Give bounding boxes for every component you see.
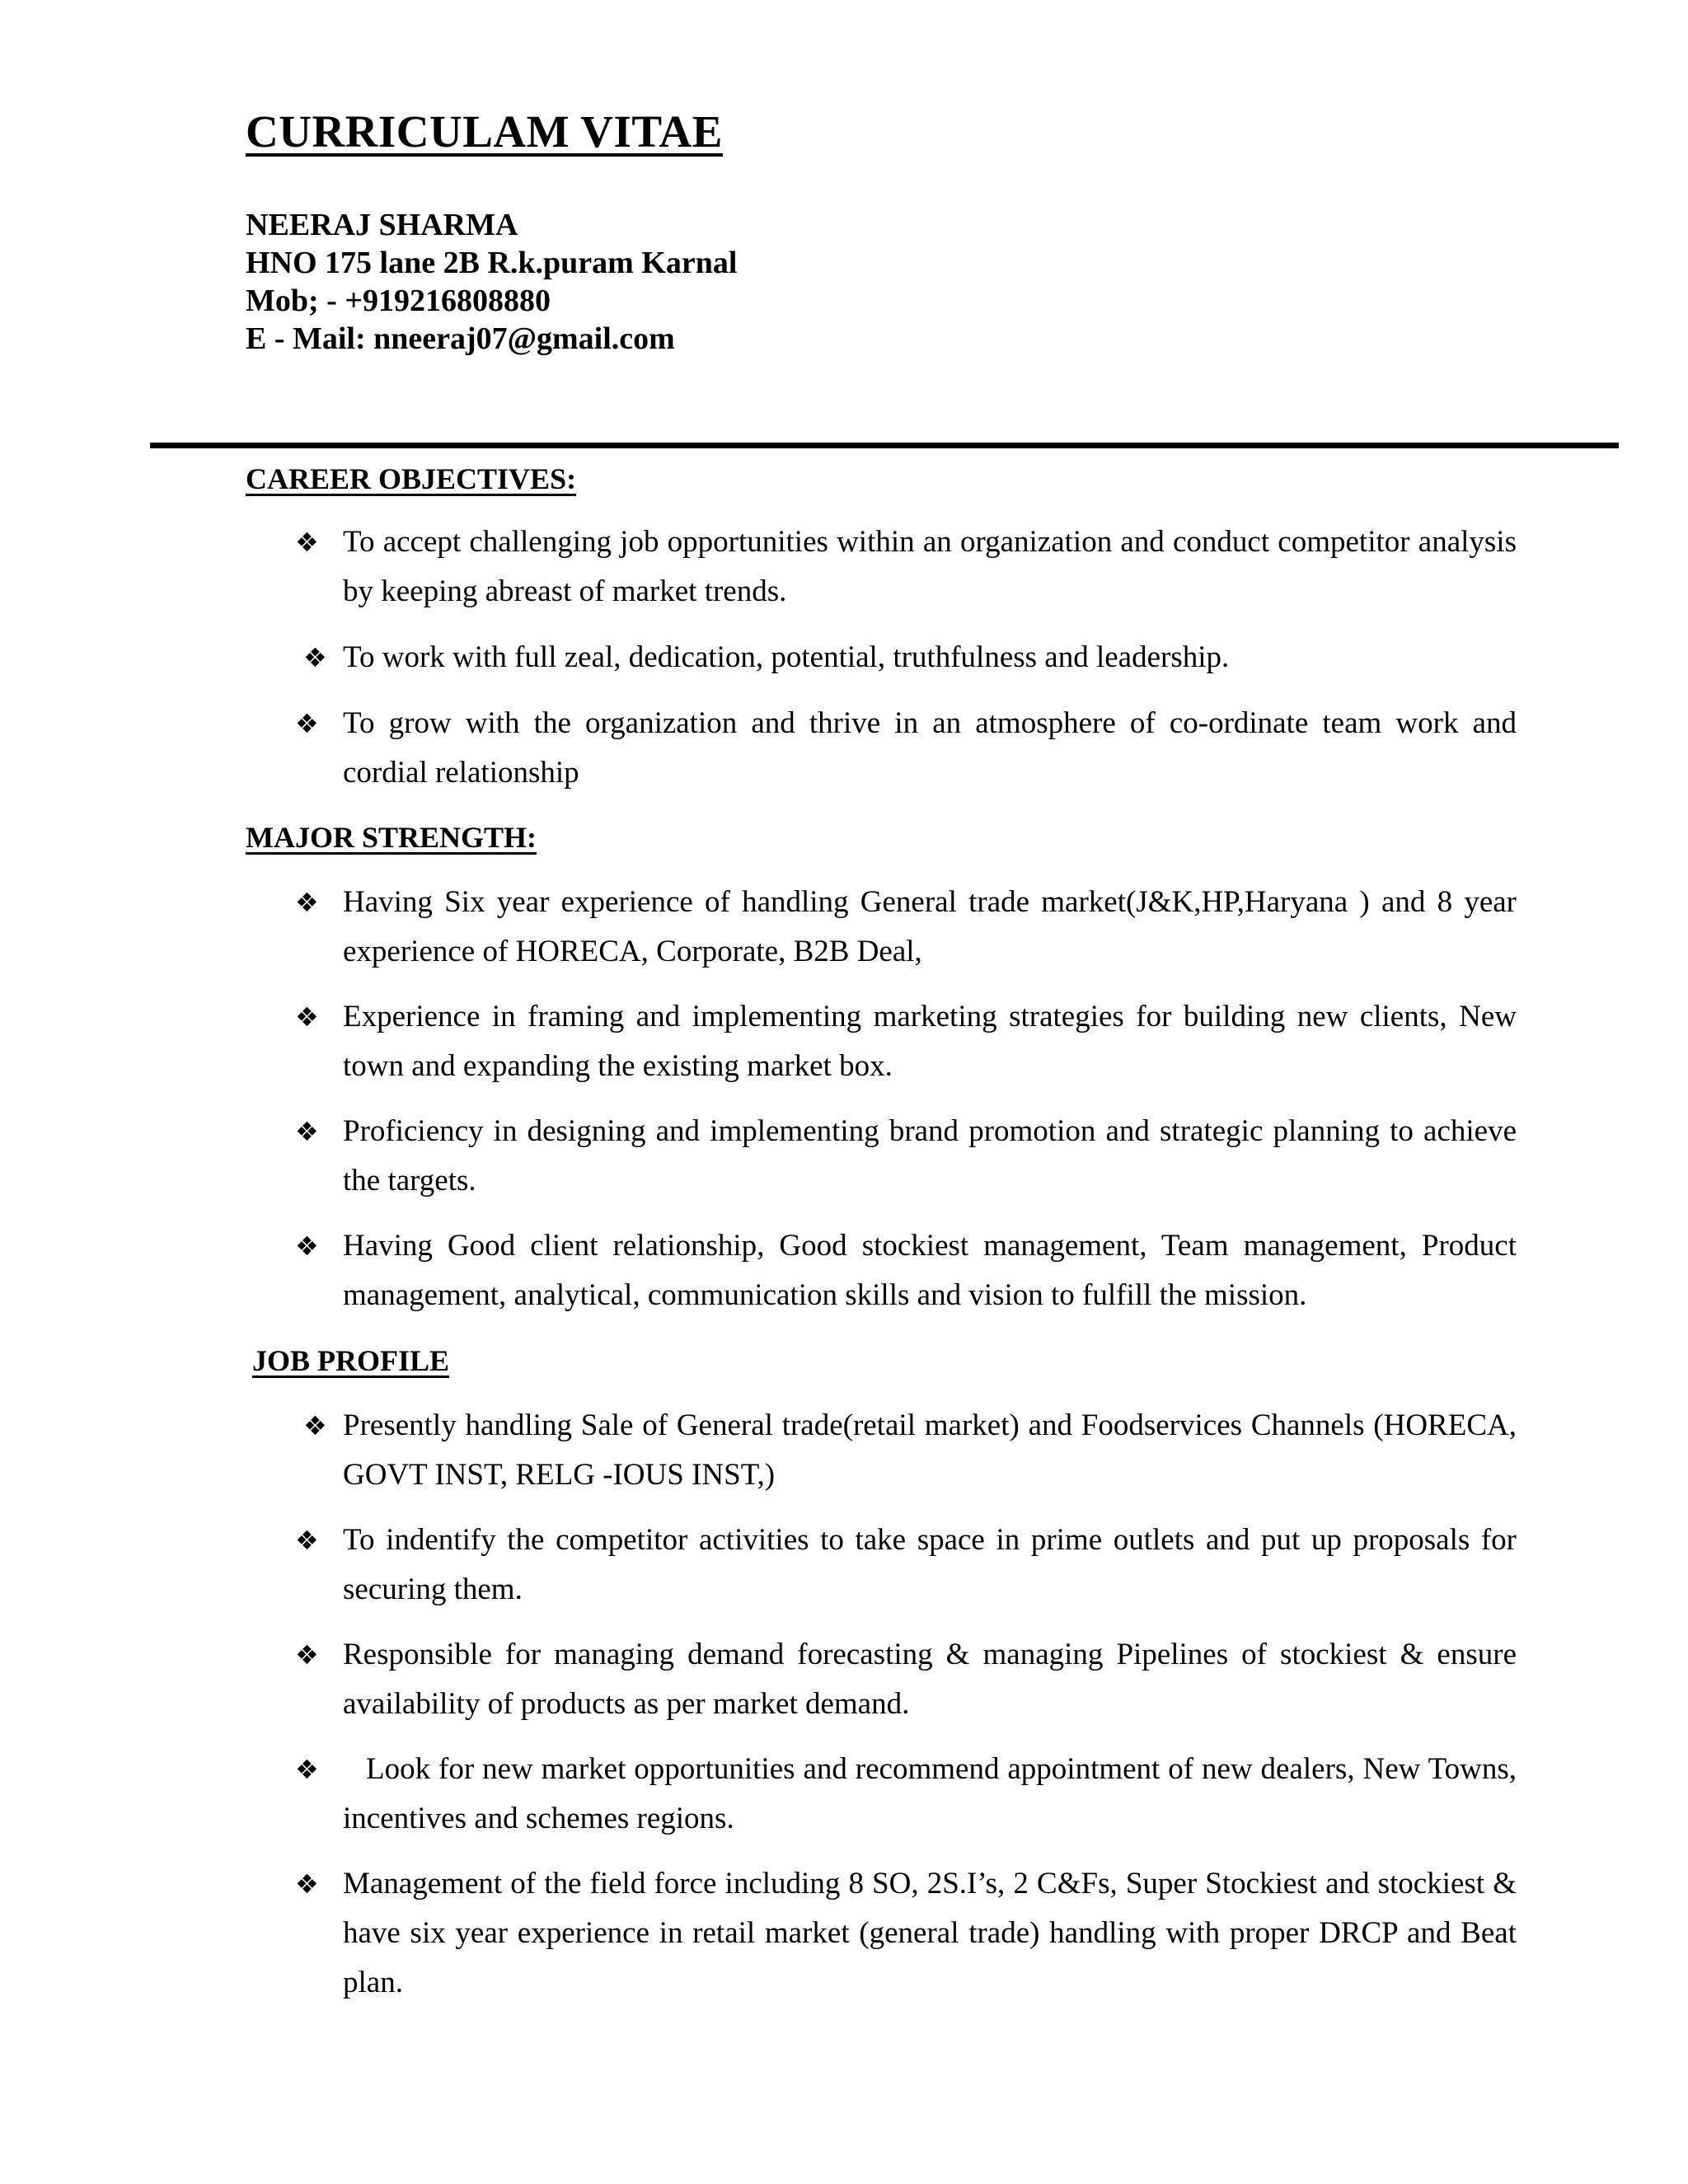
diamond-bullet-icon: ❖ [295, 1001, 319, 1033]
diamond-bullet-icon: ❖ [295, 1754, 319, 1785]
diamond-bullet-icon: ❖ [295, 887, 319, 918]
strength-text: Having Six year experience of handling General trade market(J&K,HP,Haryana ) and 8 year experience of HORECA, Corporate, B2B Deal, [343, 885, 1517, 968]
career-objective-text: To grow with the organization and thrive in an atmosphere of co-ordinate team work and cordial relationship [343, 706, 1517, 790]
career-objective-text: To accept challenging job opportunities within an organization and conduct competitor analysis by keeping abreast of market trends. [343, 525, 1517, 608]
strength-text: Experience in framing and implementing marketing strategies for building new clients, New town and expanding the existing market box. [343, 1000, 1517, 1083]
strength-text: Having Good client relationship, Good stockiest management, Team management, Product management, analytical, communication skills and vision to fulfill the mission. [343, 1229, 1517, 1312]
document-title: CURRICULAM VITAE [246, 106, 723, 157]
job-profile-item [295, 1745, 1517, 1844]
candidate-email: E - Mail: nneeraj07@gmail.com [246, 321, 675, 356]
job-profile-item [295, 1401, 1517, 1500]
candidate-name: NEERAJ SHARMA [246, 208, 518, 242]
horizontal-divider [150, 443, 1619, 448]
job-profile-item [295, 1516, 1517, 1615]
job-profile-text: To indentify the competitor activities to take space in prime outlets and put up proposals for securing them. [343, 1523, 1517, 1606]
job-profile-item [295, 1630, 1517, 1729]
diamond-bullet-icon: ❖ [295, 1116, 319, 1147]
contact-block [246, 206, 737, 358]
major-strength-heading: MAJOR STRENGTH: [246, 821, 537, 854]
job-profile-text: Look for new market opportunities and recommend appointment of new dealers, New Towns, incentives and schemes regions. [343, 1752, 1517, 1835]
diamond-bullet-icon: ❖ [295, 527, 319, 558]
career-objective-item [295, 633, 1517, 682]
strength-item [295, 1221, 1517, 1320]
strength-item [295, 1107, 1517, 1206]
career-objective-item [295, 518, 1517, 616]
career-objective-item [295, 699, 1517, 798]
candidate-address: HNO 175 lane 2B R.k.puram Karnal [246, 246, 738, 280]
job-profile-text: Management of the field force including 8 SO, 2S.I’s, 2 C&Fs, Super Stockiest and stockiest & have six year experience in retail market (general trade) handling with proper DRCP and Beat plan. [343, 1867, 1517, 1999]
diamond-bullet-icon: ❖ [295, 1868, 319, 1900]
candidate-mobile: Mob; - +919216808880 [246, 284, 551, 318]
diamond-bullet-icon: ❖ [295, 1230, 319, 1262]
diamond-bullet-icon: ❖ [295, 708, 319, 739]
diamond-bullet-icon: ❖ [303, 1410, 327, 1441]
diamond-bullet-icon: ❖ [303, 642, 327, 673]
job-profile-item [295, 1859, 1517, 2008]
strength-item [295, 878, 1517, 977]
diamond-bullet-icon: ❖ [295, 1525, 319, 1556]
diamond-bullet-icon: ❖ [295, 1639, 319, 1671]
job-profile-heading: JOB PROFILE [252, 1344, 450, 1377]
career-objective-text: To work with full zeal, dedication, potential, truthfulness and leadership. [343, 640, 1230, 674]
job-profile-text: Presently handling Sale of General trade(retail market) and Foodservices Channels (HORECA, GOVT INST, RELG -IOUS INST,) [343, 1408, 1517, 1492]
strength-text: Proficiency in designing and implementing brand promotion and strategic planning to achieve the targets. [343, 1114, 1517, 1197]
job-profile-text: Responsible for managing demand forecasting & managing Pipelines of stockiest & ensure availability of products as per market demand. [343, 1638, 1517, 1721]
career-objectives-heading: CAREER OBJECTIVES: [246, 462, 577, 495]
strength-item [295, 992, 1517, 1091]
